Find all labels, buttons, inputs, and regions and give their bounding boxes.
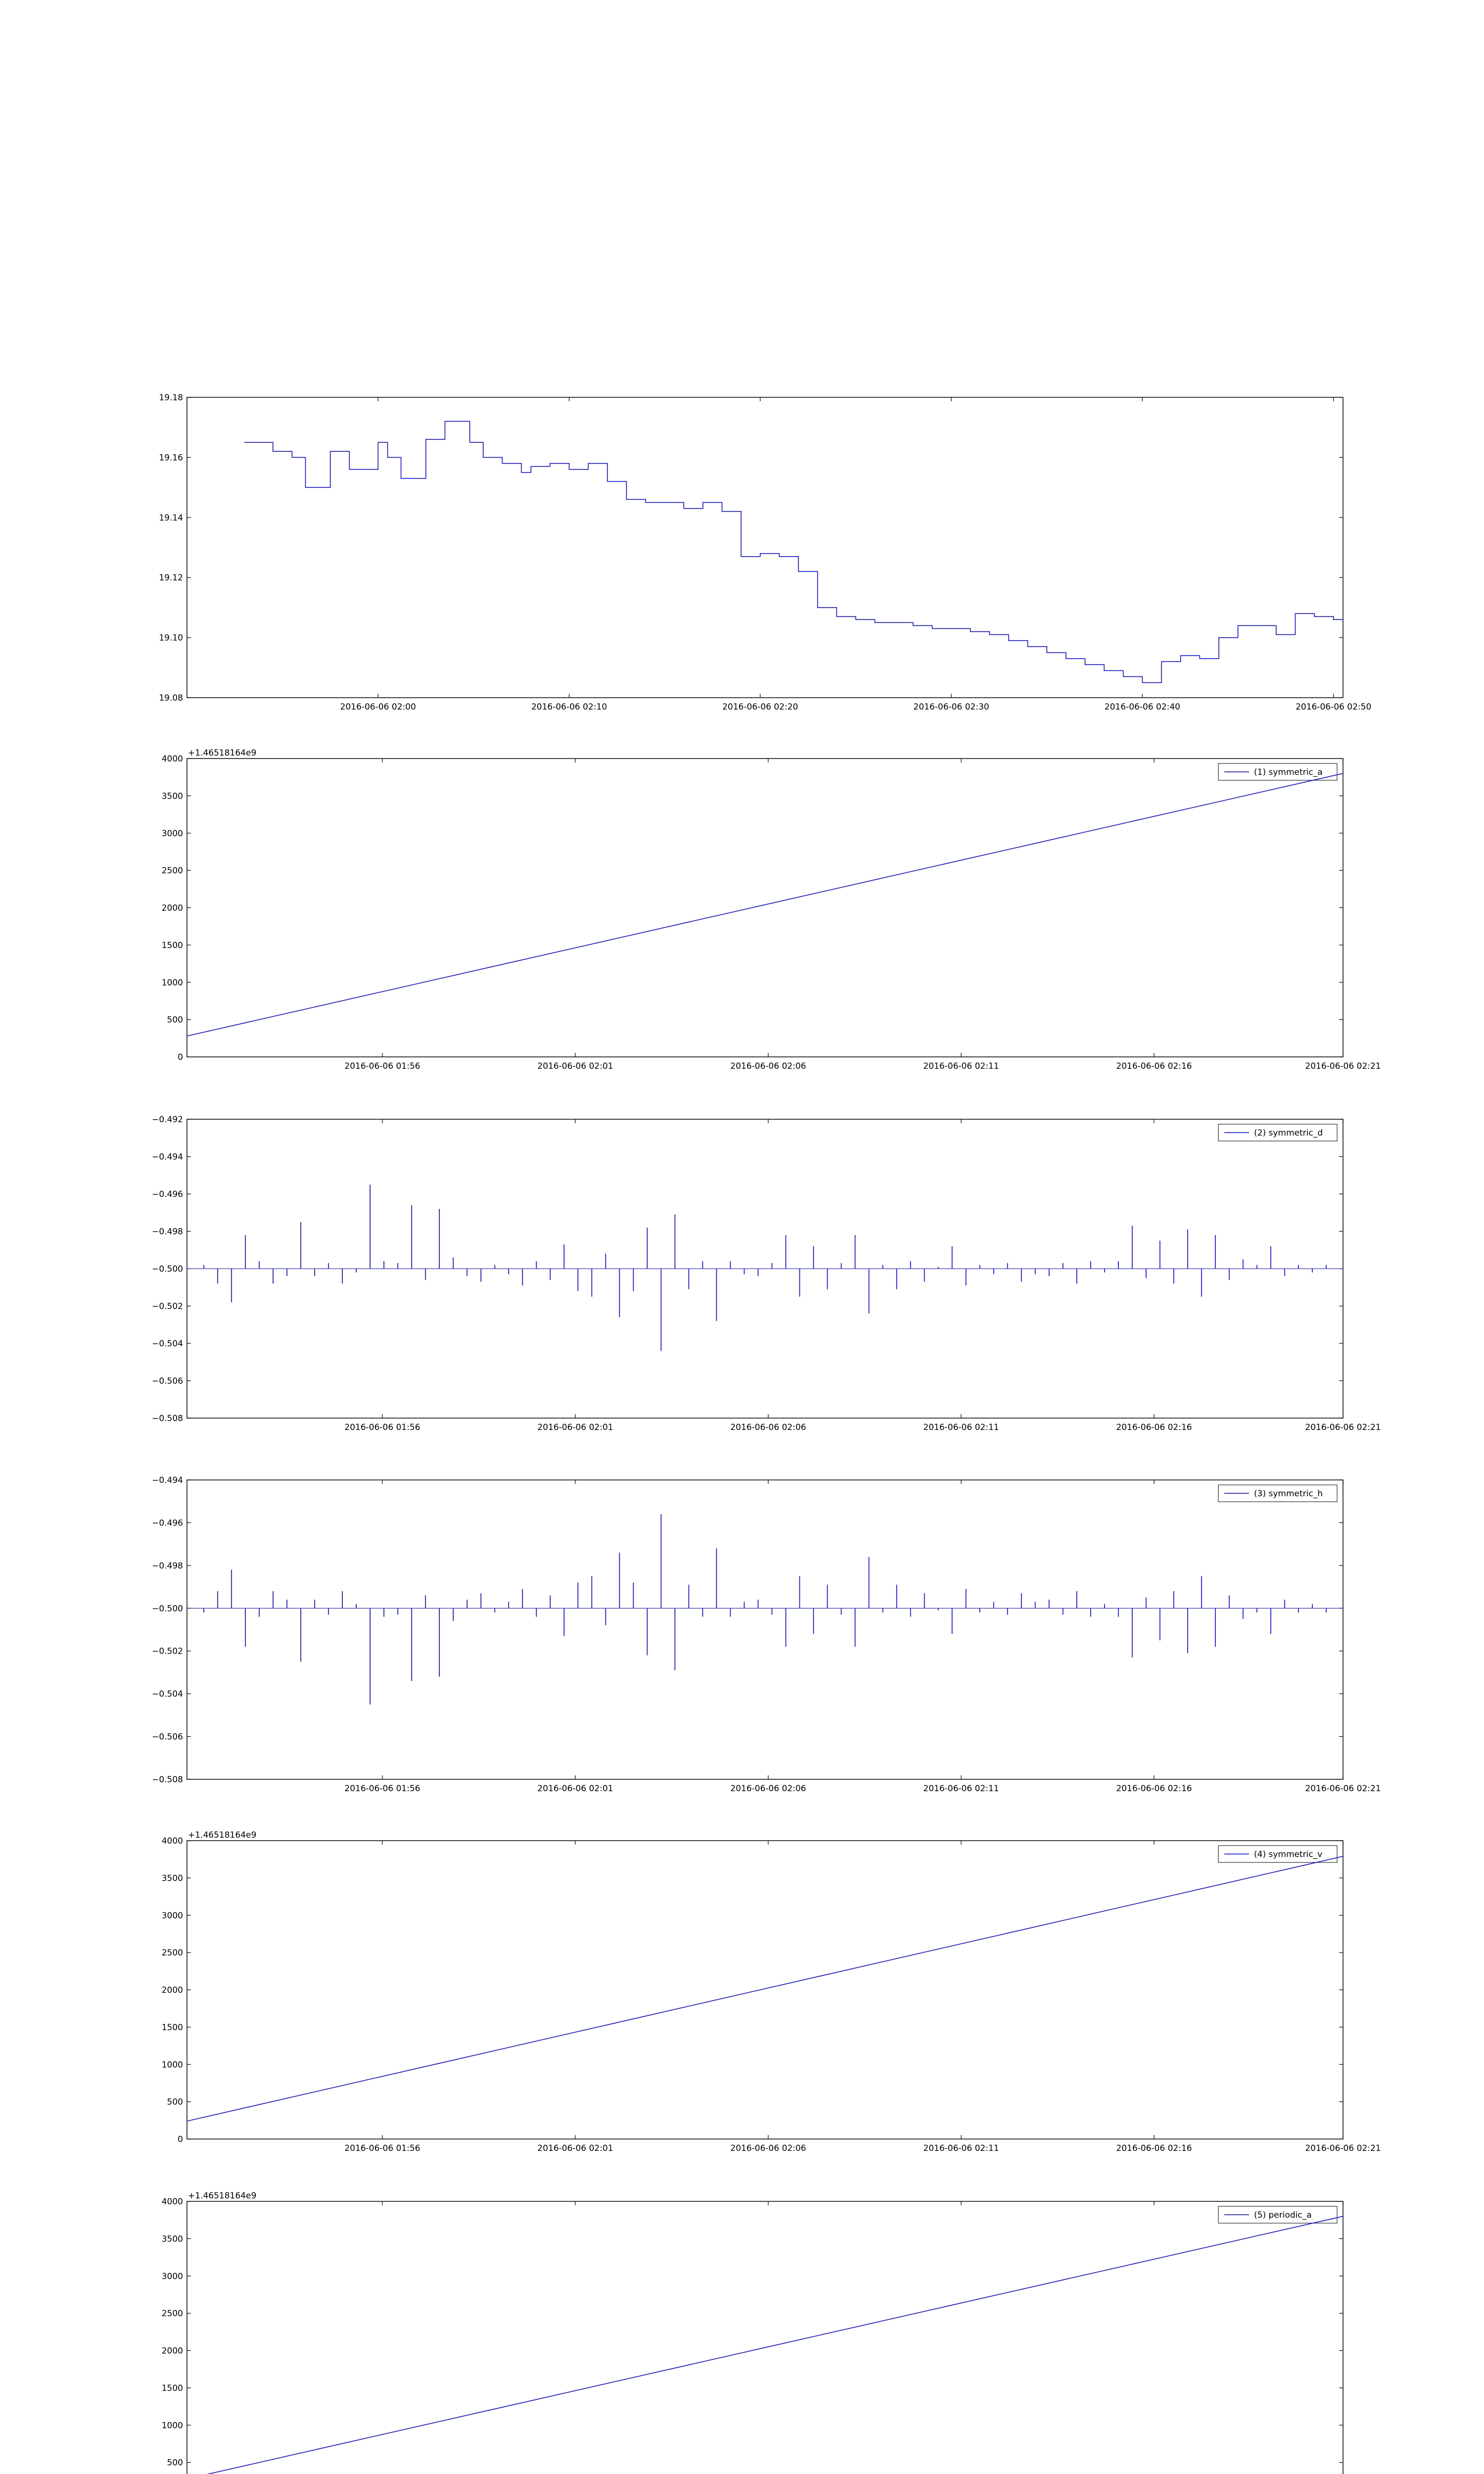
chart-6-frame (187, 2201, 1343, 2474)
chart-2-ytick-label: 0 (178, 1052, 183, 1062)
chart-2-xtick-label: 2016-06-06 02:11 (923, 1061, 999, 1071)
chart-5-frame (187, 1841, 1343, 2139)
chart-4-xtick-label: 2016-06-06 02:06 (730, 1784, 806, 1794)
chart-5-xtick-label: 2016-06-06 01:56 (344, 2143, 420, 2153)
chart-6-ytick-label: 2000 (161, 2346, 183, 2356)
chart-3-xtick-label: 2016-06-06 01:56 (344, 1423, 420, 1432)
chart-5-xtick-label: 2016-06-06 02:01 (537, 2143, 613, 2153)
chart-4-xtick-label: 2016-06-06 02:01 (537, 1784, 613, 1794)
chart-1-ytick-label: 19.18 (159, 393, 183, 403)
chart-4-ytick-label: −0.500 (152, 1604, 183, 1614)
chart-2-xtick-label: 2016-06-06 02:16 (1116, 1061, 1192, 1071)
chart-4-ytick-label: −0.494 (152, 1475, 183, 1485)
chart-3-xtick-label: 2016-06-06 02:01 (537, 1423, 613, 1432)
chart-1-ytick-label: 19.08 (159, 693, 183, 703)
chart-1-ytick-label: 19.12 (159, 573, 183, 583)
chart-3-ytick-label: −0.508 (152, 1414, 183, 1424)
chart-3-legend-label: (2) symmetric_d (1254, 1128, 1323, 1138)
chart-2-ytick-label: 500 (167, 1015, 183, 1025)
chart-6-offset-label: +1.46518164e9 (188, 2191, 257, 2201)
chart-3-ytick-label: −0.500 (152, 1264, 183, 1274)
chart-1-ytick-label: 19.14 (159, 513, 183, 523)
chart-1-xtick-label: 2016-06-06 02:40 (1104, 702, 1181, 712)
chart-1-xtick-label: 2016-06-06 02:00 (340, 702, 416, 712)
chart-1-xtick-label: 2016-06-06 02:50 (1296, 702, 1372, 712)
chart-3-ytick-label: −0.498 (152, 1227, 183, 1237)
chart-1-frame (187, 397, 1343, 698)
chart-1-xtick-label: 2016-06-06 02:30 (913, 702, 989, 712)
chart-4-ytick-label: −0.506 (152, 1732, 183, 1742)
chart-1-xtick-label: 2016-06-06 02:10 (531, 702, 607, 712)
chart-2-ytick-label: 4000 (161, 754, 183, 764)
chart-6-ytick-label: 3000 (161, 2271, 183, 2282)
chart-5-legend-label: (4) symmetric_v (1254, 1850, 1323, 1859)
chart-2-series (187, 773, 1343, 1036)
chart-4-ytick-label: −0.498 (152, 1561, 183, 1571)
chart-2-offset-label: +1.46518164e9 (188, 748, 257, 758)
chart-4-xtick-label: 2016-06-06 01:56 (344, 1784, 420, 1794)
chart-3-xtick-label: 2016-06-06 02:11 (923, 1423, 999, 1432)
chart-3-ytick-label: −0.506 (152, 1376, 183, 1386)
chart-5-ytick-label: 4000 (161, 1836, 183, 1846)
chart-1-ytick-label: 19.10 (159, 633, 183, 643)
chart-5-ytick-label: 500 (167, 2097, 183, 2107)
chart-6-ytick-label: 2500 (161, 2309, 183, 2319)
chart-2-ytick-label: 3000 (161, 828, 183, 839)
chart-3-ytick-label: −0.496 (152, 1189, 183, 1199)
chart-5-xtick-label: 2016-06-06 02:11 (923, 2143, 999, 2153)
chart-4-xtick-label: 2016-06-06 02:21 (1305, 1784, 1381, 1794)
chart-4-legend-label: (3) symmetric_h (1254, 1489, 1323, 1499)
chart-5-ytick-label: 2500 (161, 1948, 183, 1958)
chart-3-ytick-label: −0.492 (152, 1115, 183, 1125)
chart-6-ytick-label: 4000 (161, 2197, 183, 2207)
chart-4-frame (187, 1480, 1343, 1779)
chart-6-ytick-label: 1000 (161, 2421, 183, 2431)
chart-1-series (244, 422, 1343, 683)
chart-2-frame (187, 759, 1343, 1057)
chart-6-ytick-label: 500 (167, 2458, 183, 2468)
chart-4-xtick-label: 2016-06-06 02:16 (1116, 1784, 1192, 1794)
chart-2-ytick-label: 3500 (161, 791, 183, 802)
chart-5-ytick-label: 3500 (161, 1873, 183, 1884)
chart-5-ytick-label: 3000 (161, 1910, 183, 1921)
chart-3-xtick-label: 2016-06-06 02:21 (1305, 1423, 1381, 1432)
chart-6-ytick-label: 1500 (161, 2383, 183, 2393)
chart-6-ytick-label: 3500 (161, 2234, 183, 2244)
chart-3-ytick-label: −0.494 (152, 1152, 183, 1162)
chart-2-xtick-label: 2016-06-06 02:21 (1305, 1061, 1381, 1071)
chart-4-ytick-label: −0.496 (152, 1518, 183, 1528)
chart-5-ytick-label: 2000 (161, 1985, 183, 1996)
chart-3-ytick-label: −0.504 (152, 1339, 183, 1349)
chart-5-xtick-label: 2016-06-06 02:16 (1116, 2143, 1192, 2153)
chart-5-series (187, 1856, 1343, 2121)
chart-4-ytick-label: −0.504 (152, 1689, 183, 1700)
chart-3-xtick-label: 2016-06-06 02:16 (1116, 1423, 1192, 1432)
chart-1-ytick-label: 19.16 (159, 453, 183, 463)
chart-4-ytick-label: −0.508 (152, 1775, 183, 1785)
chart-2-ytick-label: 2000 (161, 903, 183, 913)
chart-5-offset-label: +1.46518164e9 (188, 1830, 257, 1840)
chart-4-ytick-label: −0.502 (152, 1646, 183, 1657)
chart-6-legend-label: (5) periodic_a (1254, 2210, 1312, 2220)
chart-2-xtick-label: 2016-06-06 02:01 (537, 1061, 613, 1071)
chart-5-ytick-label: 1000 (161, 2060, 183, 2070)
chart-5-ytick-label: 0 (178, 2135, 183, 2144)
chart-2-xtick-label: 2016-06-06 01:56 (344, 1061, 420, 1071)
chart-6-series (187, 2216, 1343, 2474)
chart-1-xtick-label: 2016-06-06 02:20 (722, 702, 798, 712)
chart-2-ytick-label: 1500 (161, 940, 183, 951)
chart-3-xtick-label: 2016-06-06 02:06 (730, 1423, 806, 1432)
chart-2-legend-label: (1) symmetric_a (1254, 767, 1323, 777)
chart-5-ytick-label: 1500 (161, 2022, 183, 2033)
chart-5-xtick-label: 2016-06-06 02:06 (730, 2143, 806, 2153)
chart-2-xtick-label: 2016-06-06 02:06 (730, 1061, 806, 1071)
chart-3-ytick-label: −0.502 (152, 1301, 183, 1312)
chart-2-ytick-label: 2500 (161, 866, 183, 876)
chart-5-xtick-label: 2016-06-06 02:21 (1305, 2143, 1381, 2153)
chart-4-xtick-label: 2016-06-06 02:11 (923, 1784, 999, 1794)
chart-2-ytick-label: 1000 (161, 978, 183, 988)
